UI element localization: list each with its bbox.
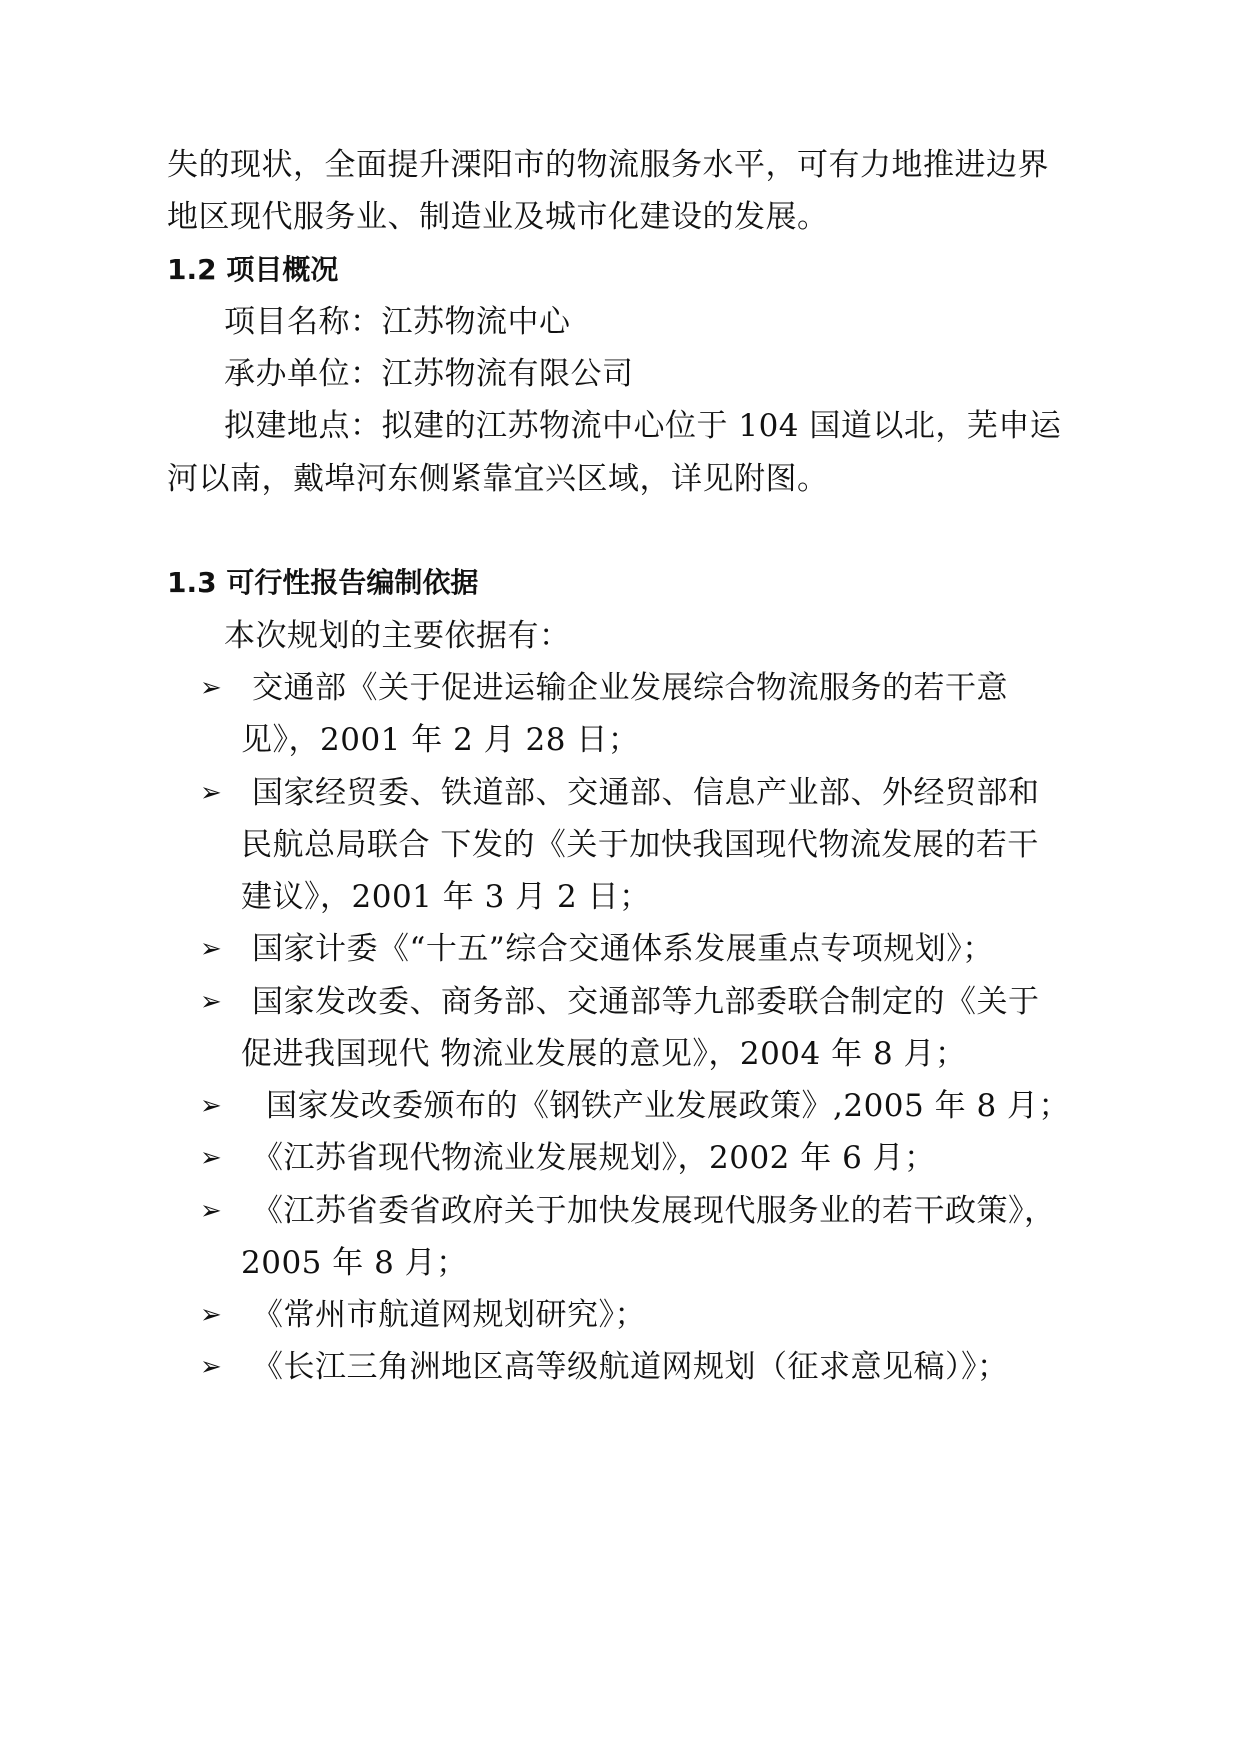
bullet-arrow-icon: ➢ [200,987,222,1017]
list-item-2-line-2: 民航总局联合 下发的《关于加快我国现代物流发展的若干 [241,827,1039,863]
list-item-6-line-1: 《江苏省现代物流业发展规划》，2002 年 6 月； [252,1140,936,1176]
project-name-text: 项目名称：江苏物流中心 [224,304,571,340]
organizer-text: 承办单位：江苏物流有限公司 [224,356,634,392]
list-item-4-line-2: 促进我国现代 物流业发展的意见》，2004 年 8 月； [241,1036,967,1072]
section-1-3-heading: 1.3 可行性报告编制依据 [167,566,479,599]
bullet-arrow-icon: ➢ [200,1091,222,1121]
list-item-8-line-1: 《常州市航道网规划研究》； [252,1297,646,1333]
list-item-2-line-1: 国家经贸委、铁道部、交通部、信息产业部、外经贸部和 [252,775,1040,811]
list-item-1-line-1: 交通部《关于促进运输企业发展综合物流服务的若干意 [252,670,1008,706]
list-item-4-line-1: 国家发改委、商务部、交通部等九部委联合制定的《关于 [252,984,1040,1020]
list-item-5-line-1: 国家发改委颁布的《钢铁产业发展政策》,2005 年 8 月； [266,1088,1071,1124]
bullet-arrow-icon: ➢ [200,1143,222,1173]
list-item-3-line-1: 国家计委《“十五”综合交通体系发展重点专项规划》； [252,931,994,967]
bullet-arrow-icon: ➢ [200,673,222,703]
location-line-2: 河以南，戴埠河东侧紧靠宜兴区域，详见附图。 [167,461,829,497]
bullet-arrow-icon: ➢ [200,1352,222,1382]
list-item-2-line-3: 建议》，2001 年 3 月 2 日； [241,879,651,915]
intro-line-2: 地区现代服务业、制造业及城市化建设的发展。 [167,199,829,235]
bullet-arrow-icon: ➢ [200,778,222,808]
bullet-arrow-icon: ➢ [200,1196,222,1226]
bullet-arrow-icon: ➢ [200,1300,222,1330]
list-item-1-line-2: 见》，2001 年 2 月 28 日； [241,722,640,758]
intro-line-1: 失的现状，全面提升溧阳市的物流服务水平，可有力地推进边界 [167,147,1049,183]
section-1-3-intro: 本次规划的主要依据有： [224,618,571,654]
bullet-arrow-icon: ➢ [200,934,222,964]
list-item-9-line-1: 《长江三角洲地区高等级航道网规划（征求意见稿）》； [252,1349,1009,1385]
location-line-1: 拟建地点：拟建的江苏物流中心位于 104 国道以北，芜申运 [224,408,1062,444]
list-item-7-line-2: 2005 年 8 月； [241,1245,468,1281]
list-item-7-line-1: 《江苏省委省政府关于加快发展现代服务业的若干政策》， [252,1193,1056,1229]
section-1-2-heading: 1.2 项目概况 [167,253,339,286]
